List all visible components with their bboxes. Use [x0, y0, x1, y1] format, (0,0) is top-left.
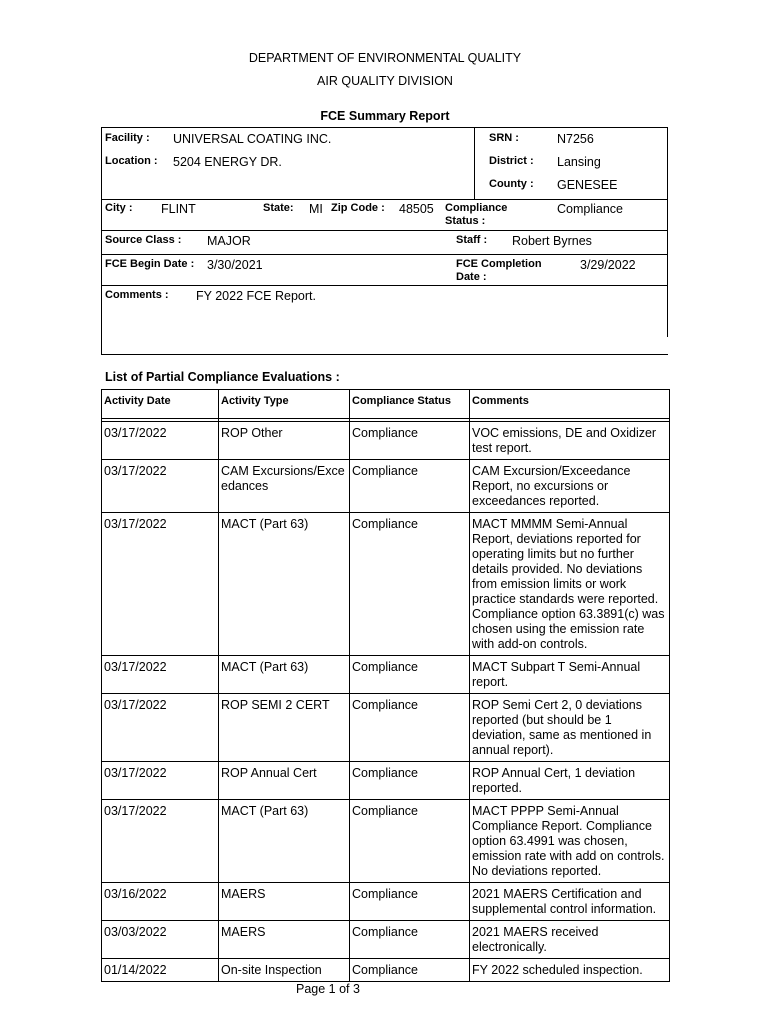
zip-value: 48505 [399, 202, 434, 216]
divider-fce-dates [101, 254, 667, 255]
srn-label: SRN : [489, 132, 519, 144]
activity-type-cell: MAERS [219, 921, 350, 959]
facility-value: UNIVERSAL COATING INC. [173, 132, 332, 146]
fce-completion-label-line1: FCE Completion [456, 258, 542, 270]
divider-comments [101, 285, 667, 286]
city-value: FLINT [161, 202, 196, 216]
activity-type-cell: ROP Other [219, 422, 350, 460]
compliance-status-cell: Compliance [350, 762, 470, 800]
activity-type-cell: MACT (Part 63) [219, 513, 350, 656]
table-row [102, 800, 670, 883]
col-header-comments: Comments [470, 390, 670, 419]
fce-begin-label: FCE Begin Date : [105, 258, 195, 270]
compliance-status-cell: Compliance [350, 800, 470, 883]
division-heading: AIR QUALITY DIVISION [317, 74, 453, 88]
table-row [102, 460, 670, 513]
compliance-status-label-line2: Status : [445, 215, 486, 227]
county-value: GENESEE [557, 178, 618, 192]
fce-begin-value: 3/30/2021 [207, 258, 263, 272]
comments-cell: FY 2022 scheduled inspection. [470, 959, 670, 982]
activity-date-cell: 03/17/2022 [102, 460, 219, 513]
activity-type-cell: On-site Inspection [219, 959, 350, 982]
activity-type-cell: CAM Excursions/Exceedances [219, 460, 350, 513]
activity-type-cell: ROP Annual Cert [219, 762, 350, 800]
comments-cell: MACT Subpart T Semi-Annual report. [470, 656, 670, 694]
compliance-status-cell: Compliance [350, 959, 470, 982]
comments-cell: VOC emissions, DE and Oxidizer test report. [470, 422, 670, 460]
table-row [102, 513, 670, 656]
divider-city [101, 199, 667, 200]
activity-date-cell: 03/03/2022 [102, 921, 219, 959]
department-heading: DEPARTMENT OF ENVIRONMENTAL QUALITY [248, 51, 522, 65]
compliance-status-cell: Compliance [350, 513, 470, 656]
district-label: District : [489, 155, 534, 167]
fce-completion-label-line2: Date : [456, 271, 487, 283]
activity-type-cell: MACT (Part 63) [219, 656, 350, 694]
activity-date-cell: 03/16/2022 [102, 883, 219, 921]
county-label: County : [489, 178, 534, 190]
comments-cell: 2021 MAERS received electronically. [470, 921, 670, 959]
col-header-activity-type: Activity Type [219, 390, 350, 419]
city-label: City : [105, 202, 133, 214]
col-header-activity-date: Activity Date [102, 390, 219, 419]
table-row [102, 694, 670, 762]
comments-cell: MACT MMMM Semi-Annual Report, deviations reported for operating limits but no further details provided. No deviations from emission limits or work practice standards were reported. Compliance option 63.3891(c) was chosen using the emission rate with add-on controls. [470, 513, 670, 656]
activity-type-cell: ROP SEMI 2 CERT [219, 694, 350, 762]
pce-section-title: List of Partial Compliance Evaluations : [105, 370, 340, 384]
report-title: FCE Summary Report [320, 109, 450, 123]
table-row [102, 762, 670, 800]
comments-cell: CAM Excursion/Exceedance Report, no excursions or exceedances reported. [470, 460, 670, 513]
comments-cell: ROP Annual Cert, 1 deviation reported. [470, 762, 670, 800]
state-value: MI [309, 202, 323, 216]
compliance-status-label-line1: Compliance [445, 202, 508, 214]
compliance-status-cell: Compliance [350, 422, 470, 460]
staff-label: Staff : [456, 234, 488, 246]
facility-label: Facility : [105, 132, 150, 144]
box-right-border [667, 127, 668, 337]
comments-cell: 2021 MAERS Certification and supplemental control information. [470, 883, 670, 921]
page-number: Page 1 of 3 [296, 982, 360, 996]
compliance-status-cell: Compliance [350, 921, 470, 959]
box-bottom-border [101, 354, 668, 355]
activity-date-cell: 01/14/2022 [102, 959, 219, 982]
source-class-value: MAJOR [207, 234, 251, 248]
activity-type-cell: MAERS [219, 883, 350, 921]
compliance-status-cell: Compliance [350, 656, 470, 694]
fce-completion-value: 3/29/2022 [580, 258, 636, 272]
zip-label: Zip Code : [331, 202, 385, 214]
location-value: 5204 ENERGY DR. [173, 155, 282, 169]
pce-table [101, 389, 670, 982]
box-top-border [101, 127, 667, 128]
compliance-status-value: Compliance [557, 202, 624, 216]
table-row [102, 656, 670, 694]
compliance-status-cell: Compliance [350, 460, 470, 513]
col-header-compliance-status: Compliance Status [350, 390, 470, 419]
comments-cell: MACT PPPP Semi-Annual Compliance Report. Compliance option 63.4991 was chosen, emission rate with add on controls. No deviations reported. [470, 800, 670, 883]
source-class-label: Source Class : [105, 234, 182, 246]
location-label: Location : [105, 155, 158, 167]
table-row [102, 883, 670, 921]
comments-value: FY 2022 FCE Report. [196, 289, 316, 303]
activity-date-cell: 03/17/2022 [102, 694, 219, 762]
activity-date-cell: 03/17/2022 [102, 762, 219, 800]
comments-cell: ROP Semi Cert 2, 0 deviations reported (but should be 1 deviation, same as mentioned in annual report). [470, 694, 670, 762]
divider-srn-column [474, 127, 475, 199]
pce-table-body [102, 419, 670, 982]
district-value: Lansing [557, 155, 601, 169]
divider-source-class [101, 230, 667, 231]
box-left-border [101, 127, 102, 355]
compliance-status-cell: Compliance [350, 694, 470, 762]
table-row [102, 959, 670, 982]
table-row [102, 921, 670, 959]
comments-label: Comments : [105, 289, 169, 301]
staff-value: Robert Byrnes [512, 234, 592, 248]
activity-date-cell: 03/17/2022 [102, 513, 219, 656]
state-label: State: [263, 202, 294, 214]
pce-header-row [102, 390, 670, 419]
activity-type-cell: MACT (Part 63) [219, 800, 350, 883]
activity-date-cell: 03/17/2022 [102, 422, 219, 460]
activity-date-cell: 03/17/2022 [102, 800, 219, 883]
srn-value: N7256 [557, 132, 594, 146]
table-row [102, 422, 670, 460]
compliance-status-cell: Compliance [350, 883, 470, 921]
activity-date-cell: 03/17/2022 [102, 656, 219, 694]
